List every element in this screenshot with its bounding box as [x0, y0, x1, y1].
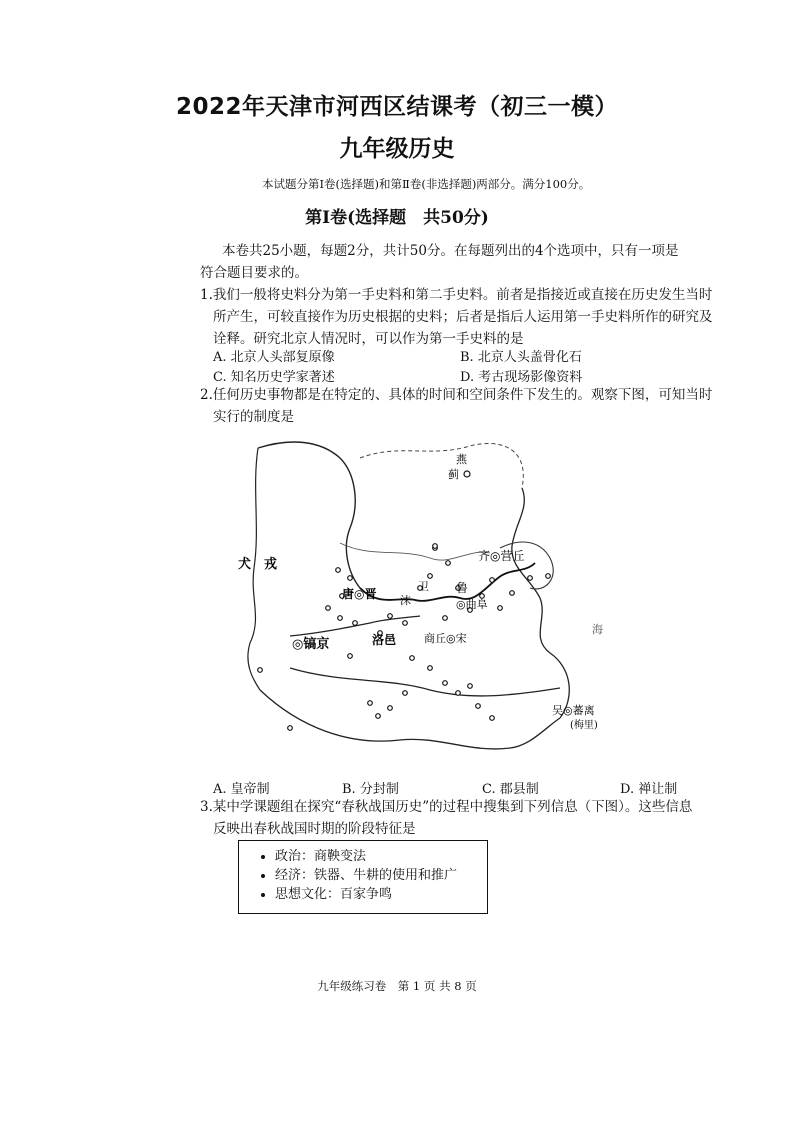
- map-label-wu: 吴◎蕃离: [552, 704, 595, 717]
- q3-info-box: [238, 840, 488, 914]
- map-label-haojing: ◎镐京: [292, 637, 330, 652]
- settlement-dot: [456, 691, 461, 696]
- map-label-ji: 蓟: [448, 468, 459, 481]
- settlement-dot: [388, 706, 393, 711]
- q1-stem-line3: 诠释。研究北京人情况时，可以作为第一手史料的是: [213, 331, 524, 347]
- map-inner-boundary: [340, 543, 490, 560]
- settlement-dot: [468, 684, 473, 689]
- settlement-dot: [446, 561, 451, 566]
- settlement-dot: [428, 574, 433, 579]
- q3-info-item: • 思想文化：百家争鸣: [275, 885, 487, 904]
- q1-option-d: D. 考古现场影像资料: [460, 370, 583, 385]
- settlement-dot: [258, 668, 263, 673]
- settlement-dot: [288, 726, 293, 731]
- settlement-dot: [388, 614, 393, 619]
- q2-stem-line1: 2.任何历史事物都是在特定的、具体的时间和空间条件下发生的。观察下图，可知当时: [200, 387, 713, 403]
- settlement-dot: [490, 716, 495, 721]
- exam-subtitle: 九年级历史: [339, 136, 455, 162]
- western-zhou-map: [230, 428, 620, 774]
- settlement-dot: [338, 616, 343, 621]
- q3-stem-line2: 反映出春秋战国时期的阶段特征是: [213, 821, 416, 837]
- exam-title: 2022年天津市河西区结课考（初三一模）: [175, 94, 618, 120]
- settlement-dot: [403, 621, 408, 626]
- map-label-shangqiu: 商丘◎宋: [424, 632, 467, 645]
- map-label-tangjin: 唐◎晋: [342, 587, 377, 601]
- settlement-dot: [443, 681, 448, 686]
- q1-option-c: C. 知名历史学家著述: [213, 370, 335, 385]
- q2-option-b: B. 分封制: [342, 782, 399, 797]
- map-south-border: [260, 690, 560, 749]
- map-label-wei: 卫: [418, 580, 429, 593]
- settlement-dot: [410, 656, 415, 661]
- section-intro-line2: 符合题目要求的。: [200, 265, 308, 281]
- settlement-dot: [510, 591, 515, 596]
- map-label-mo: 沫: [400, 594, 411, 607]
- map-yellow-river: [360, 563, 535, 601]
- map-label-hai: 海: [592, 623, 603, 636]
- q3-stem-line1: 3.某中学课题组在探究“春秋战国历史”的过程中搜集到下列信息（下图）。这些信息: [200, 799, 693, 815]
- settlement-dot: [428, 666, 433, 671]
- map-wei-river: [290, 616, 420, 636]
- q2-stem-line2: 实行的制度是: [213, 409, 294, 425]
- map-label-lu: 鲁: [456, 581, 469, 595]
- q2-option-c: C. 郡县制: [482, 782, 539, 797]
- map-label-meili: (梅里): [570, 720, 598, 731]
- settlement-dot: [433, 544, 438, 549]
- map-label-qi: 齐◎营丘: [478, 549, 525, 563]
- map-label-qufu: ◎曲阜: [456, 598, 488, 611]
- settlement-dot: [336, 568, 341, 573]
- settlement-dot: [348, 654, 353, 659]
- settlement-dot: [353, 621, 358, 626]
- section-title: 第Ⅰ卷(选择题 共50分): [305, 208, 489, 228]
- map-label-luoyi: 洛邑: [372, 633, 397, 647]
- settlement-dot: [490, 578, 495, 583]
- q2-option-d: D. 禅让制: [620, 782, 678, 797]
- settlement-dot: [476, 704, 481, 709]
- page-footer: 九年级练习卷 第 1 页 共 8 页: [317, 979, 477, 993]
- settlement-dot: [528, 576, 533, 581]
- q1-option-a: A. 北京人头部复原像: [213, 350, 335, 365]
- q2-option-a: A. 皇帝制: [213, 782, 270, 797]
- section-intro-line1: 本卷共25小题，每题2分，共计50分。在每题列出的4个选项中，只有一项是: [222, 243, 679, 259]
- q3-info-list: [239, 847, 487, 904]
- q1-stem-line1: 1.我们一般将史料分为第一手史料和第二手史料。前者是指接近或直接在历史发生当时: [200, 287, 713, 303]
- q3-info-item: • 经济：铁器、牛耕的使用和推广: [275, 866, 487, 885]
- settlement-dot: [326, 606, 331, 611]
- map-east-coast: [512, 488, 569, 718]
- map-label-quanrong: 犬 戎: [238, 557, 278, 572]
- map-label-yan: 燕: [456, 453, 467, 466]
- q1-option-b: B. 北京人头盖骨化石: [460, 350, 582, 365]
- map-yangtze-river: [290, 668, 560, 696]
- ji-city-marker: [464, 471, 470, 477]
- settlement-dot: [348, 576, 353, 581]
- q1-stem-line2: 所产生，可较直接作为历史根据的史料；后者是指后人运用第一手史料所作的研究及: [213, 309, 713, 325]
- settlement-dot: [403, 691, 408, 696]
- q3-info-item: • 政治：商鞅变法: [275, 847, 487, 866]
- settlement-dot: [443, 616, 448, 621]
- settlement-dot: [368, 701, 373, 706]
- settlement-dot: [546, 574, 551, 579]
- settlement-dot: [498, 606, 503, 611]
- map-north-border: [360, 443, 523, 488]
- settlement-dot: [376, 714, 381, 719]
- exam-note: 本试题分第Ⅰ卷(选择题)和第Ⅱ卷(非选择题)两部分。满分100分。: [262, 177, 591, 191]
